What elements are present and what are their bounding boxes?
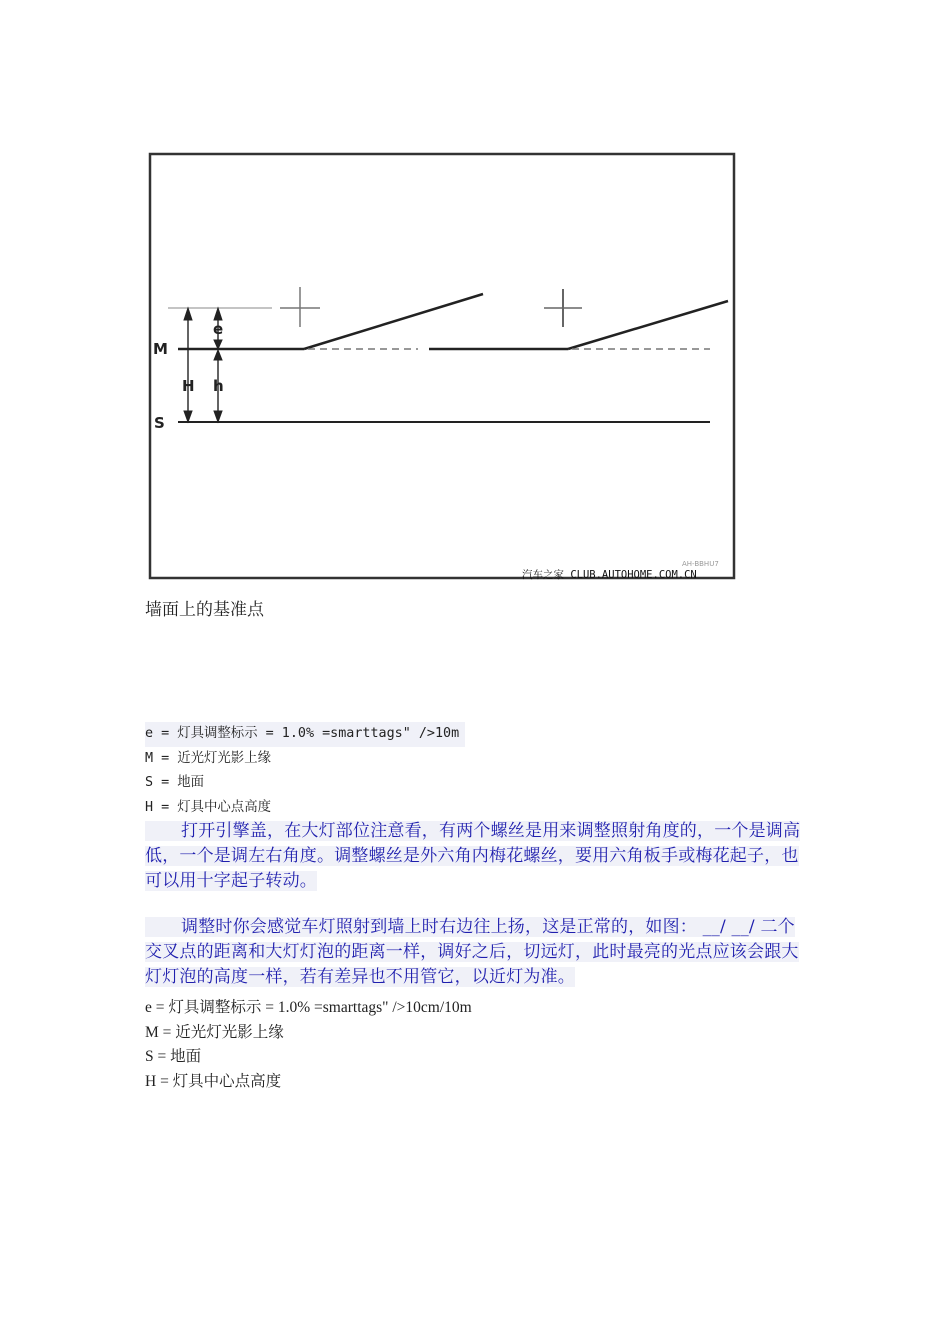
label-m: M	[153, 340, 168, 358]
legend-serif-line-m: M = 近光灯光影上缘	[145, 1023, 284, 1041]
paragraph-2-text: 调整时你会感觉车灯照射到墙上时右边往上扬，这是正常的，如图： __/ __/ 二个交叉点的距离和大灯灯泡的距离一样，调好之后，切远灯，此时最亮的光点应该会跟大灯灯泡的高度一样，若有差异也不用管它，以近灯为准。	[145, 917, 799, 987]
paragraph-adjust-tips	[145, 915, 810, 990]
legend-mono-line-s: S = 地面	[145, 775, 205, 791]
headlight-alignment-figure	[148, 152, 736, 580]
label-e: e	[213, 320, 224, 338]
figure-watermark: 汽车之家 CLUB.AUTOHOME.COM.CN	[522, 569, 697, 580]
legend-mono-line-e: e = 灯具调整标示 = 1.0% =smarttags" />10m	[145, 722, 465, 747]
figure-stamp: AH-BBHU7	[682, 560, 719, 568]
label-s: S	[154, 414, 165, 432]
legend-serif	[145, 996, 472, 1094]
legend-serif-line-s: S = 地面	[145, 1048, 202, 1066]
legend-serif-line-h: H = 灯具中心点高度	[145, 1072, 282, 1090]
paragraph-1-text: 打开引擎盖，在大灯部位注意看，有两个螺丝是用来调整照射角度的，一个是调高低，一个是调左右角度。调整螺丝是外六角内梅花螺丝，要用六角板手或梅花起子，也可以用十字起子转动。	[145, 821, 801, 891]
legend-mono-line-h: H = 灯具中心点高度	[145, 799, 271, 815]
legend-mono	[145, 722, 465, 820]
figure-border	[150, 154, 734, 578]
figure-caption: 墙面上的基准点	[145, 600, 264, 620]
paragraph-adjust-screws	[145, 819, 810, 894]
legend-mono-line-m: M = 近光灯光影上缘	[145, 750, 271, 766]
legend-serif-line-e: e = 灯具调整标示 = 1.0% =smarttags" />10cm/10m	[145, 999, 472, 1016]
label-h-lower: h	[213, 377, 224, 395]
label-h-upper: H	[182, 377, 195, 395]
